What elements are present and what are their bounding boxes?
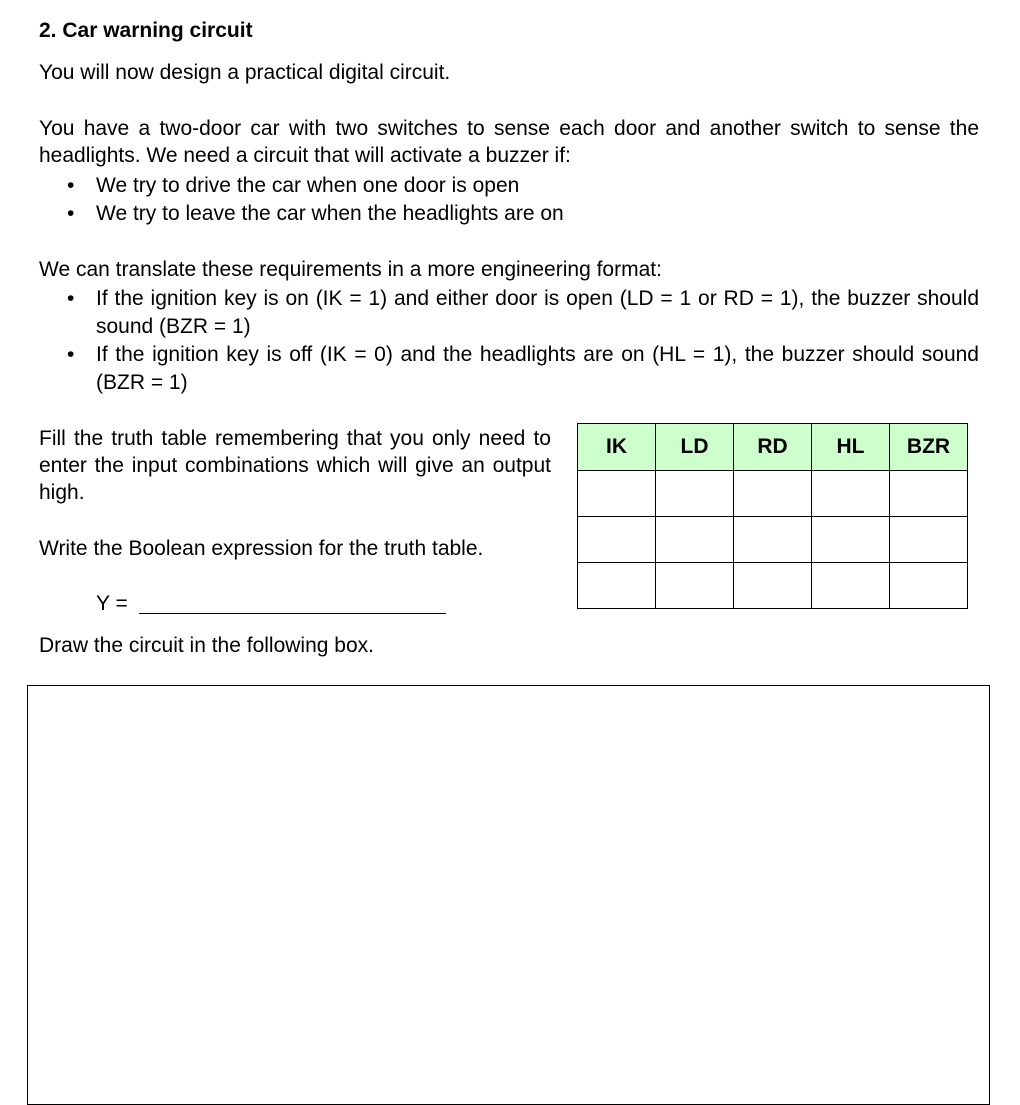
table-cell[interactable] xyxy=(734,517,812,563)
table-cell[interactable] xyxy=(734,471,812,517)
intro-text: You will now design a practical digital circuit. xyxy=(39,61,451,84)
table-row xyxy=(578,563,968,609)
table-cell[interactable] xyxy=(578,563,656,609)
bullet-text: We try to leave the car when the headlights are on xyxy=(96,202,564,225)
scenario-bullet-list xyxy=(39,172,979,228)
bullet-text: If the ignition key is on (IK = 1) and either door is open (LD = 1 or RD = 1), the buzzer should sound (BZR = 1) xyxy=(96,287,979,338)
table-cell[interactable] xyxy=(812,517,890,563)
bullet-icon: • xyxy=(67,174,75,197)
draw-instruction: Draw the circuit in the following box. xyxy=(39,634,374,657)
requirements-text: We can translate these requirements in a more engineering format: xyxy=(39,258,662,281)
bullet-text: We try to drive the car when one door is open xyxy=(96,174,520,197)
header-bzr: BZR xyxy=(890,424,968,471)
table-cell[interactable] xyxy=(812,563,890,609)
table-cell[interactable] xyxy=(656,517,734,563)
table-cell[interactable] xyxy=(656,471,734,517)
header-ld: LD xyxy=(656,424,734,471)
table-row xyxy=(578,517,968,563)
truth-table-header-row xyxy=(578,424,968,471)
fill-table-instruction: Fill the truth table remembering that you only need to enter the input combinations which will give an output high. xyxy=(39,427,551,504)
header-hl: HL xyxy=(812,424,890,471)
list-item xyxy=(39,200,979,228)
circuit-drawing-box[interactable] xyxy=(27,685,990,1105)
list-item xyxy=(39,285,979,341)
header-ik: IK xyxy=(578,424,656,471)
table-cell[interactable] xyxy=(890,517,968,563)
table-cell[interactable] xyxy=(578,471,656,517)
table-cell[interactable] xyxy=(890,563,968,609)
bullet-icon: • xyxy=(67,202,75,225)
bullet-icon: • xyxy=(67,343,75,366)
list-item xyxy=(39,341,979,397)
requirements-bullet-list xyxy=(39,285,979,397)
list-item xyxy=(39,172,979,200)
section-title: 2. Car warning circuit xyxy=(39,19,253,42)
table-cell[interactable] xyxy=(890,471,968,517)
expression-label: Y = xyxy=(96,592,128,615)
table-cell[interactable] xyxy=(812,471,890,517)
scenario-text: You have a two-door car with two switches to sense each door and another switch to sense the headlights. We need a circuit that will activate a buzzer if: xyxy=(39,117,979,167)
bullet-text: If the ignition key is off (IK = 0) and the headlights are on (HL = 1), the buzzer should sound (BZR = 1) xyxy=(96,343,979,394)
table-row xyxy=(578,471,968,517)
expression-answer-line[interactable] xyxy=(139,613,446,614)
bullet-icon: • xyxy=(67,287,75,310)
table-cell[interactable] xyxy=(656,563,734,609)
boolean-instruction: Write the Boolean expression for the truth table. xyxy=(39,537,484,560)
table-cell[interactable] xyxy=(734,563,812,609)
table-cell[interactable] xyxy=(578,517,656,563)
header-rd: RD xyxy=(734,424,812,471)
truth-table xyxy=(577,423,968,609)
